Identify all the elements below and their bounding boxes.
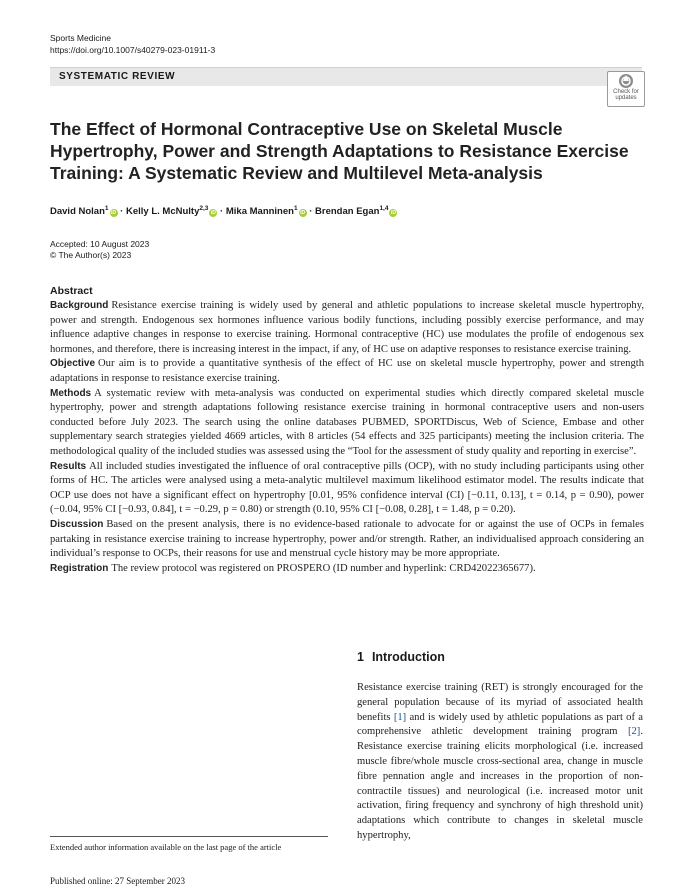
accepted-date: Accepted: 10 August 2023 <box>50 239 150 249</box>
author-affiliation: 1 <box>293 205 298 212</box>
author-affiliation: 1,4 <box>379 205 389 212</box>
author-name[interactable]: David Nolan <box>50 206 105 218</box>
orcid-icon[interactable]: iD <box>210 210 216 217</box>
intro-text: Resistance exercise training (RET) is strongly encouraged for the general population because of its myriad of associated health benefits <box>357 682 643 723</box>
intro-text: . Resistance exercise training elicits morphological (i.e. increased muscle fibre/whole muscle cross-sectional area, change in muscle fibre pennation angle and increases in the proportion of non-contractile tissues) and neurological (i.e. increased motor unit activation, firing frequency and synchrony of high threshold unit) adaptations which contribute to changes in skeletal muscle hypertrophy, <box>357 726 643 841</box>
doi-link[interactable]: https://doi.org/10.1007/s40279-023-01911-3 <box>50 45 216 55</box>
section-number: 1 <box>357 650 364 664</box>
citation-link[interactable]: [1] <box>393 711 407 723</box>
abstract-text: All included studies investigated the influence of oral contraceptive pills (OCP), with no study including participants using other forms of HC. The articles were analysed using a meta-analytic multilevel maximum likelihood estimator model. The results indicate that OCP use does not have a significant effect on hypertrophy [0.01, 95% confidence interval (CI) [−0.11, 0.13], t = 0.14, p = 0.90), power (−0.04, 95% CI [−0.93, 0.84], t = −0.29, p = 0.80) or strength (0.10, 95% CI [−0.08, 0.28], t = 1.48, p = 0.20). <box>50 460 644 516</box>
footnote-divider <box>50 836 328 837</box>
abstract-objective <box>50 357 644 386</box>
check-updates-icon <box>618 73 634 89</box>
abstract-label: Discussion <box>50 518 104 530</box>
orcid-icon[interactable]: iD <box>300 210 306 217</box>
check-updates-label-1: Check for <box>613 89 639 95</box>
orcid-icon[interactable]: iD <box>111 210 117 217</box>
author-info-footnote: Extended author information available on the last page of the article <box>50 842 282 852</box>
abstract-heading: Abstract <box>50 285 93 297</box>
article-type: SYSTEMATIC REVIEW <box>59 71 176 82</box>
journal-name: Sports Medicine <box>50 33 111 43</box>
author-affiliation: 1 <box>104 205 109 212</box>
section-title: Introduction <box>371 650 445 664</box>
abstract-body <box>50 299 644 576</box>
journal-header <box>50 32 215 56</box>
orcid-icon[interactable]: iD <box>390 210 396 217</box>
author-name[interactable]: Kelly L. McNulty <box>125 206 200 218</box>
article-title: The Effect of Hormonal Contraceptive Use on Skeletal Muscle Hypertrophy, Power and Strength Adaptations to Resistance Exercise Training: A Systematic Review and Multilevel Meta-analysis <box>50 119 629 183</box>
author-name[interactable]: Brendan Egan <box>315 206 380 218</box>
abstract-label: Methods <box>50 387 92 399</box>
author-separator: · <box>117 206 126 218</box>
abstract-label: Objective <box>50 358 96 370</box>
check-for-updates-badge[interactable] <box>607 71 645 107</box>
abstract-text: Resistance exercise training is widely used by general and athletic populations to increase skeletal muscle hypertrophy, power and strength. Endogenous sex hormones influence various bodily functions, including possibly exercise performance, and may influence adaptive changes in response to exercise training. Hormonal contraceptive (HC) use modulates the profile of endogenous sex hormones, and therefore, there is increasing interest in the impact, if any, of HC use on adaptive responses to resistance exercise training. <box>50 300 644 355</box>
author-separator: · <box>306 206 316 218</box>
author-list <box>50 205 397 217</box>
check-updates-label-2: updates <box>615 95 637 101</box>
abstract-registration <box>50 562 644 577</box>
abstract-methods <box>50 387 644 460</box>
introduction-heading <box>357 650 445 664</box>
article-dates <box>50 239 149 261</box>
abstract-results <box>50 460 644 518</box>
abstract-text: Based on the present analysis, there is no evidence-based rationale to advocate for or against the use of OCPs in females partaking in resistance exercise training to increase hypertrophy, power and/or strength. Rather, an individualised approach considering an individual’s response to OCPs, their reasons for use and menstrual cycle history may be more appropriate. <box>50 518 644 560</box>
copyright-line: © The Author(s) 2023 <box>50 250 132 260</box>
author-name[interactable]: Mika Manninen <box>225 206 294 218</box>
introduction-paragraph <box>357 681 643 844</box>
article-type-banner <box>50 67 642 86</box>
abstract-text: The review protocol was registered on PROSPERO (ID number and hyperlink: CRD42022365677). <box>111 562 536 574</box>
published-date: Published online: 27 September 2023 <box>50 876 185 886</box>
abstract-text: Our aim is to provide a quantitative synthesis of the effect of HC use on skeletal muscle hypertrophy, power and strength adaptations in response to resistance exercise training. <box>50 358 644 384</box>
abstract-background <box>50 299 644 357</box>
abstract-label: Background <box>50 300 109 311</box>
abstract-label: Results <box>50 460 87 472</box>
abstract-discussion <box>50 518 644 562</box>
author-separator: · <box>217 206 226 218</box>
intro-text: and is widely used by athletic populations as part of a comprehensive athletic development training program <box>357 711 643 738</box>
abstract-text: A systematic review with meta-analysis was conducted on experimental studies which directly compared skeletal muscle hypertrophy, power and strength adaptations following resistance exercise training in hormonal contraceptive users and non-users conducted before July 2023. The search using the online databases PUBMED, SPORTDiscus, Web of Science, Embase and other supplementary search strategies yielded 4669 articles, with 8 articles (54 effects and 325 participants) meeting the inclusion criteria. The methodological quality of the included studies was assessed using the “Tool for the assessment of study quality and reporting in exercise”. <box>50 387 644 457</box>
abstract-label: Registration <box>50 562 109 574</box>
citation-link[interactable]: [2] <box>627 726 641 738</box>
author-affiliation: 2,3 <box>199 205 209 212</box>
